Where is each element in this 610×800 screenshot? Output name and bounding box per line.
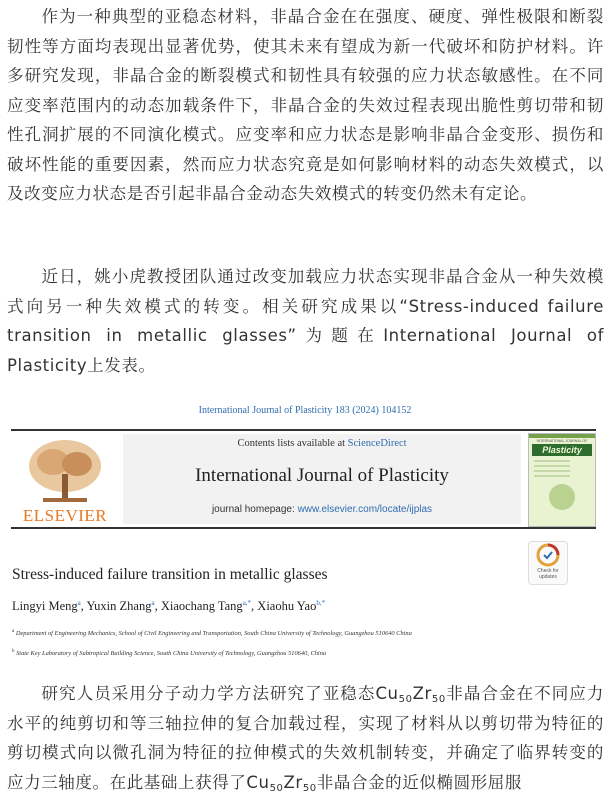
affil-label: a: [12, 629, 15, 634]
author-name[interactable]: Xiaohu Yao: [257, 599, 317, 614]
subscript: 50: [431, 694, 446, 705]
intro-paragraph: [7, 2, 604, 209]
journal-citation: International Journal of Plasticity 183 (2024) 104152: [198, 405, 412, 416]
paper-header-figure: [5, 396, 605, 666]
affil-text: Department of Engineering Mechanics, School of Civil Engineering and Transportation, South China University of Technology, Guangzhou 510640 China: [15, 630, 412, 638]
affil-label: b: [12, 649, 15, 654]
contents-line: [123, 438, 521, 449]
homepage-link[interactable]: www.elsevier.com/locate/ijplas: [297, 504, 433, 515]
article-title: Stress-induced failure transition in metallic glasses: [12, 566, 328, 583]
journal-masthead: [123, 434, 521, 524]
author-affil-marker: a: [77, 599, 81, 607]
sciencedirect-link[interactable]: ScienceDirect: [347, 438, 407, 449]
header-rule-bottom: [11, 527, 596, 529]
cover-body-lines: [534, 460, 570, 480]
author-affil-marker: b,*: [316, 599, 326, 607]
author-name[interactable]: Xiaochang Tang: [160, 599, 243, 614]
element-zr: Zr: [283, 772, 303, 792]
method-text: 非晶合金的近似椭圆形屈服: [316, 772, 522, 792]
subscript: 50: [398, 694, 413, 705]
subscript: 50: [269, 782, 284, 794]
subscript: 50: [302, 782, 317, 794]
author-affil-marker: a: [151, 599, 155, 607]
element-cu: Cu: [375, 684, 399, 703]
journal-cover-thumbnail: [528, 433, 596, 527]
affiliation-a: [12, 627, 532, 638]
author-affil-marker: a,*: [242, 599, 252, 607]
header-rule-top: [11, 429, 596, 431]
elsevier-wordmark: ELSEVIER: [22, 506, 108, 525]
check-updates-label: Check for updates: [537, 568, 559, 580]
element-zr: Zr: [412, 684, 432, 703]
cover-graphic: [549, 484, 575, 510]
affil-text: State Key Laboratory of Subtropical Building Science, South China University of Technology, Guangzhou 510640, China: [16, 650, 327, 658]
cover-title: Plasticity: [532, 444, 592, 456]
author-name[interactable]: Lingyi Meng: [12, 599, 78, 614]
homepage-prefix: journal homepage:: [211, 504, 298, 515]
news-text: 近日，姚小虎教授团队通过改变加载应力状态实现非晶合金从一种失效模式向另一种失效模式的转变。相关研究成果以“Stress-induced failure transition in metallic glasses”为题在International Journal of Plasticity上发表。: [7, 267, 604, 375]
element-cu: Cu: [246, 772, 270, 792]
journal-title: International Journal of Plasticity: [195, 465, 449, 486]
check-updates-icon: [529, 542, 567, 568]
method-text: 研究人员采用分子动力学方法研究了亚稳态: [41, 684, 376, 703]
homepage-line: [123, 504, 521, 515]
news-paragraph: [7, 262, 604, 380]
method-paragraph: [7, 679, 604, 797]
method-text: 非晶合金在不同应力水平的纯剪切和等三轴拉伸的复合加载过程，实现了材料从以剪切带为特征的剪切模式向以微孔洞为特征的拉伸模式的失效机制转变，并确定了临界转变的应力三轴度。在此基础上获得了: [7, 684, 604, 792]
cover-band: [529, 434, 595, 438]
check-for-updates-badge[interactable]: [528, 541, 568, 585]
author-list: Lingyi Meng$^a$, Yuxin Zhang$^a$, Xiaochang Tang$^{a,*}$, Xiaohu Yao$^{b,*}$: [12, 599, 326, 614]
contents-prefix: Contents lists available at: [237, 438, 348, 449]
intro-text: 作为一种典型的亚稳态材料，非晶合金在在强度、硬度、弹性极限和断裂韧性等方面均表现出显著优势，使其未来有望成为新一代破坏和防护材料。许多研究发现，非晶合金的断裂模式和韧性具有较强的应力状态敏感性。在不同应变率范围内的动态加载条件下，非晶合金的失效过程表现出脆性剪切带和韧性孔洞扩展的不同演化模式。应变率和应力状态是影响非晶合金变形、损伤和破坏性能的重要因素，然而应力状态究竟是如何影响材料的动态失效模式，以及改变应力状态是否引起非晶合金动态失效模式的转变仍然未有定论。: [7, 7, 604, 203]
author-name[interactable]: Yuxin Zhang: [86, 599, 152, 614]
cover-kicker: INTERNATIONAL JOURNAL OF: [536, 439, 588, 443]
affiliation-b: [12, 647, 532, 658]
